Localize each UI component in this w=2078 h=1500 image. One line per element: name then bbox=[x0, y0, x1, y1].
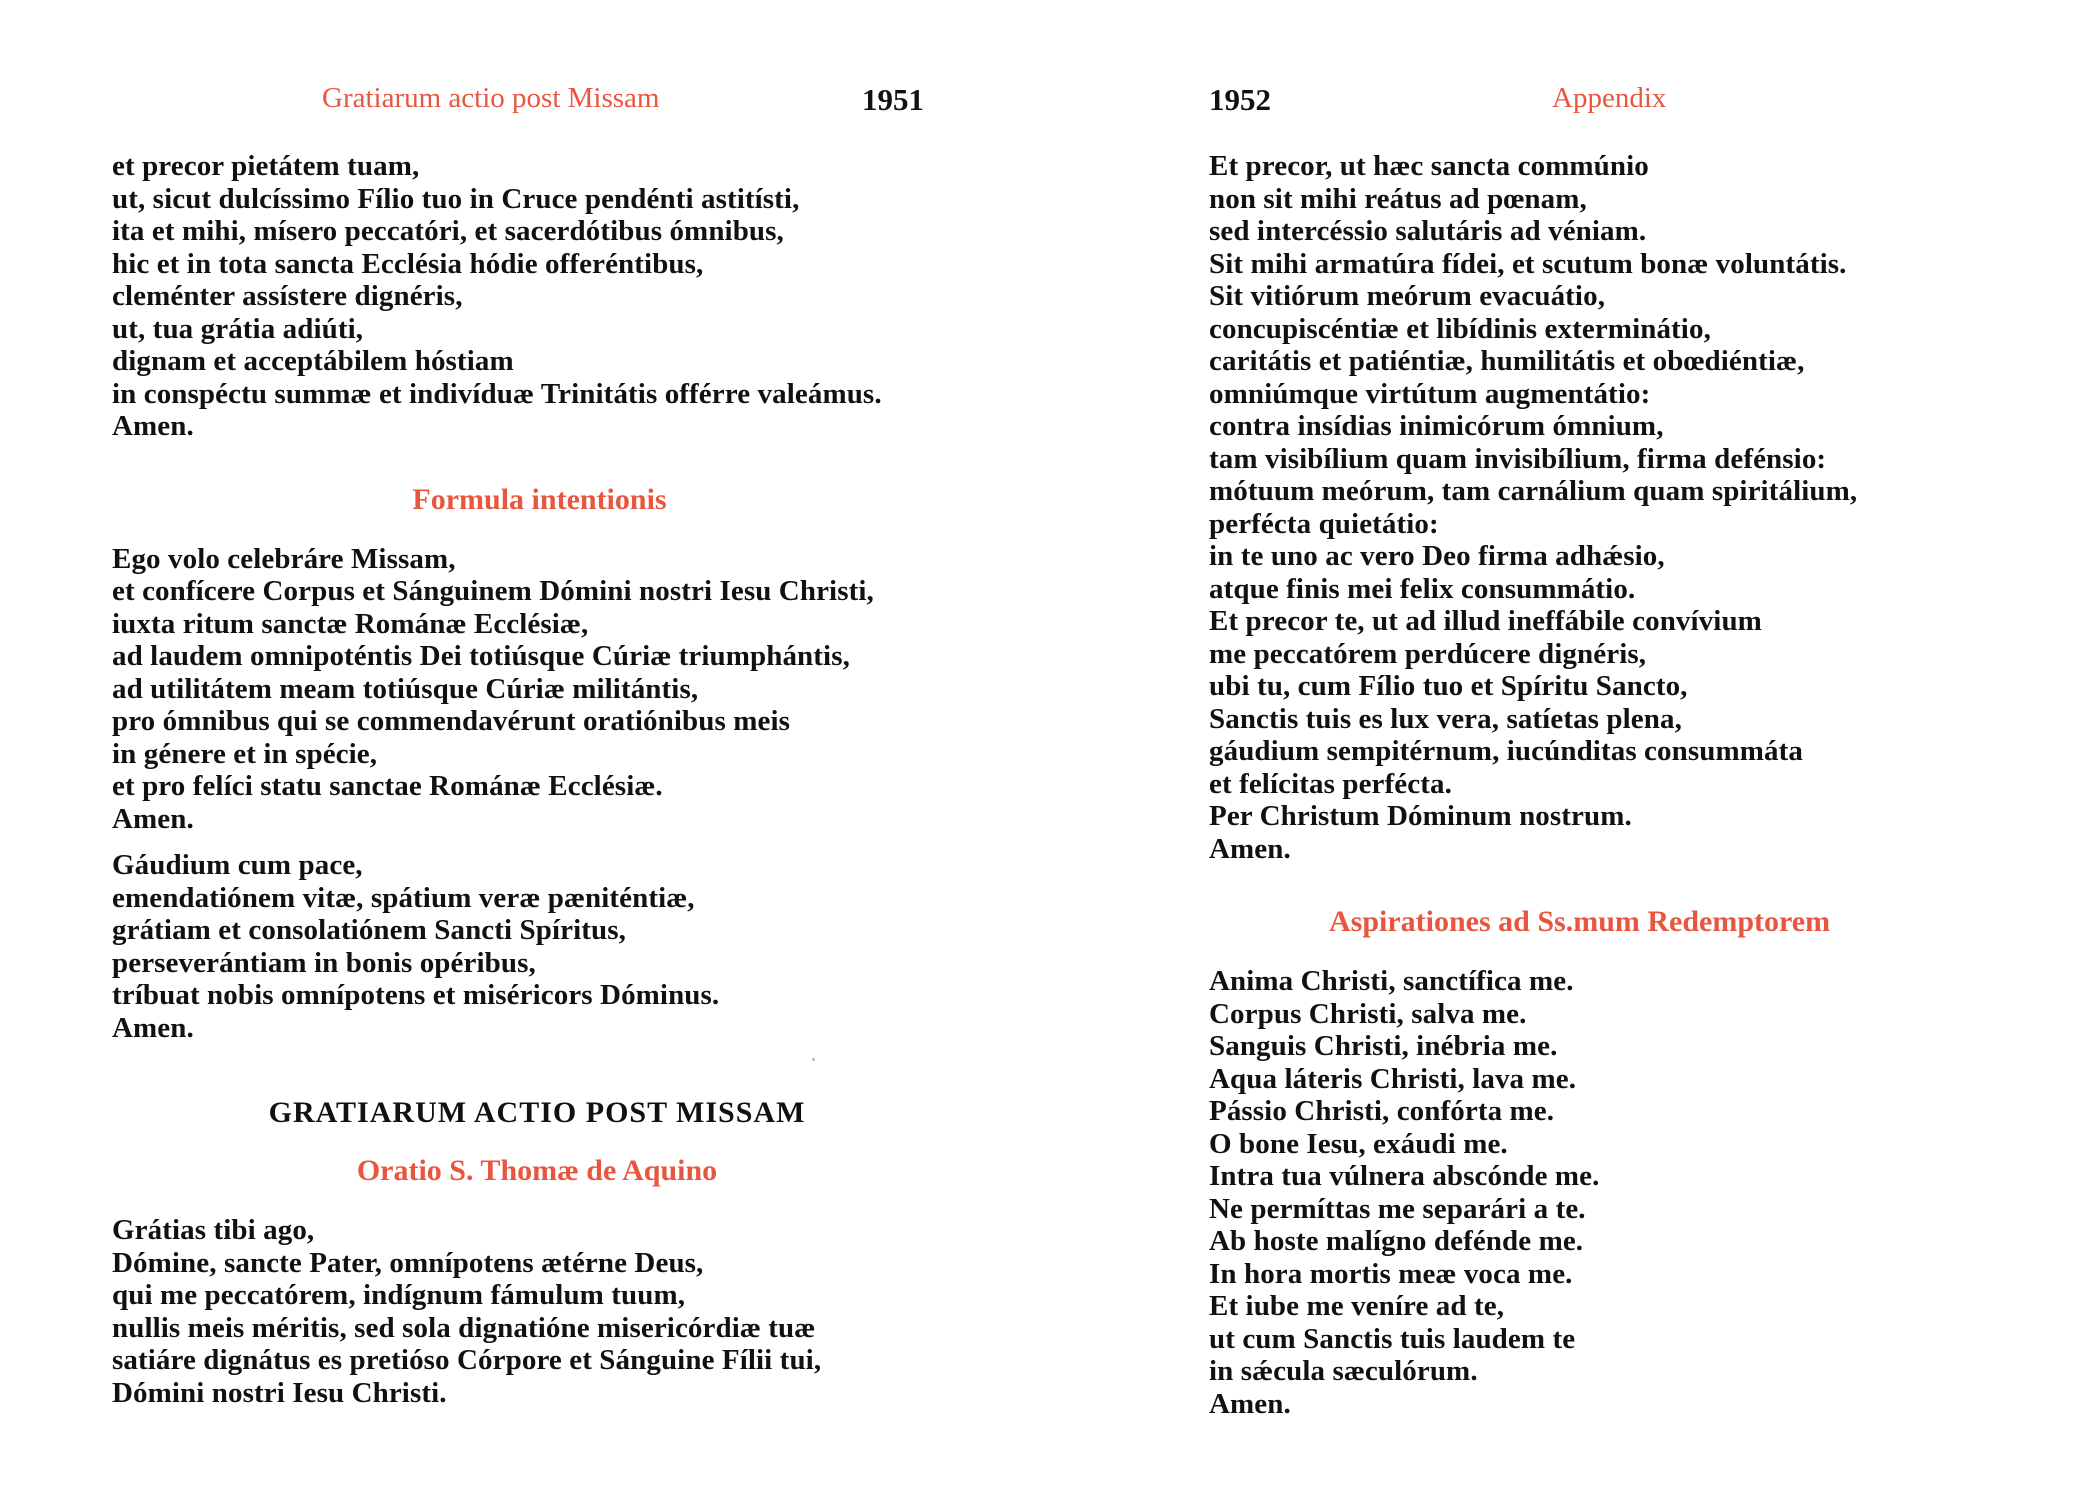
text-line: Anima Christi, sanctífica me. bbox=[1209, 965, 1574, 997]
running-title: Gratiarum actio post Missam bbox=[322, 82, 660, 114]
aspirationes-block bbox=[1209, 965, 2029, 1420]
text-line: Sit vitiórum meórum evacuátio, bbox=[1209, 280, 1606, 312]
text-line: et confícere Corpus et Sánguinem Dómini nostri Iesu Christi, bbox=[112, 575, 874, 607]
text-line: tam visibílium quam invisibílium, firma defénsio: bbox=[1209, 442, 1827, 475]
text-line: ut cum Sanctis tuis laudem te bbox=[1209, 1322, 1576, 1355]
continuation-block bbox=[112, 150, 962, 443]
text-line: ita et mihi, mísero peccatóri, et sacerdótibus ómnibus, bbox=[112, 215, 784, 247]
oratio-block bbox=[112, 1214, 962, 1409]
print-speck bbox=[812, 1058, 815, 1061]
text-line: Et iube me veníre ad te, bbox=[1209, 1290, 1505, 1322]
continuation-block bbox=[1209, 150, 2029, 865]
text-line: gáudium sempitérnum, iucúnditas consummáta bbox=[1209, 735, 1803, 767]
text-line: me peccatórem perdúcere dignéris, bbox=[1209, 637, 1647, 670]
left-page-body bbox=[112, 150, 962, 1409]
text-line: sed intercéssio salutáris ad véniam. bbox=[1209, 215, 1647, 247]
text-line: atque finis mei felix consummátio. bbox=[1209, 572, 1636, 605]
text-line: in sǽcula sæculórum. bbox=[1209, 1355, 1478, 1387]
text-line: ad utilitátem meam totiúsque Cúriæ militántis, bbox=[112, 672, 699, 705]
right-running-head bbox=[1039, 82, 2078, 122]
text-line: caritátis et patiéntiæ, humilitátis et obœdiéntiæ, bbox=[1209, 345, 1805, 377]
text-line: Ego volo celebráre Missam, bbox=[112, 542, 456, 575]
formula-block bbox=[112, 543, 962, 836]
text-line: Corpus Christi, salva me. bbox=[1209, 997, 1527, 1030]
left-running-head bbox=[0, 82, 1039, 122]
text-line: ad laudem omnipoténtis Dei totiúsque Cúriæ triumphántis, bbox=[112, 640, 850, 672]
text-line: ut, sicut dulcíssimo Fílio tuo in Cruce pendénti astitísti, bbox=[112, 182, 800, 215]
text-line: et felícitas perfécta. bbox=[1209, 767, 1452, 800]
text-line: Grátias tibi ago, bbox=[112, 1214, 315, 1246]
text-line: In hora mortis meæ voca me. bbox=[1209, 1257, 1573, 1290]
aspirationes-heading: Aspirationes ad Ss.mum Redemptorem bbox=[1329, 905, 1831, 938]
text-line: nullis meis méritis, sed sola dignatióne misericórdiæ tuæ bbox=[112, 1311, 816, 1344]
right-page-body bbox=[1209, 150, 2029, 1420]
gaudium-block bbox=[112, 849, 962, 1044]
text-line: et precor pietátem tuam, bbox=[112, 150, 420, 182]
text-line: emendatiónem vitæ, spátium veræ pæniténtiæ, bbox=[112, 881, 695, 914]
text-line: Sit mihi armatúra fídei, et scutum bonæ voluntátis. bbox=[1209, 247, 1847, 280]
text-line: contra insídias inimicórum ómnium, bbox=[1209, 410, 1664, 442]
running-title: Appendix bbox=[1552, 82, 1667, 114]
text-line: Amen. bbox=[112, 410, 194, 442]
text-line: ut, tua grátia adiúti, bbox=[112, 312, 364, 345]
text-line: tríbuat nobis omnípotens et miséricors Dóminus. bbox=[112, 979, 720, 1011]
text-line: Amen. bbox=[112, 1011, 194, 1044]
text-line: mótuum meórum, tam carnálium quam spiritálium, bbox=[1209, 475, 1858, 507]
text-line: Intra tua vúlnera abscónde me. bbox=[1209, 1160, 1600, 1192]
section-heading: GRATIARUM ACTIO POST MISSAM bbox=[268, 1096, 806, 1129]
text-line: Et precor, ut hæc sancta commúnio bbox=[1209, 150, 1649, 182]
text-line: cleménter assístere dignéris, bbox=[112, 280, 463, 312]
text-line: Gáudium cum pace, bbox=[112, 849, 363, 881]
page-number: 1951 bbox=[862, 82, 924, 117]
page-number: 1952 bbox=[1209, 82, 1271, 117]
text-line: Per Christum Dóminum nostrum. bbox=[1209, 800, 1632, 832]
right-page bbox=[1039, 0, 2078, 1500]
text-line: Sanguis Christi, inébria me. bbox=[1209, 1030, 1558, 1062]
text-line: grátiam et consolatiónem Sancti Spíritus, bbox=[112, 914, 626, 946]
text-line: Ne permíttas me separári a te. bbox=[1209, 1192, 1586, 1225]
text-line: Amen. bbox=[1209, 832, 1291, 865]
text-line: dignam et acceptábilem hóstiam bbox=[112, 345, 514, 377]
text-line: qui me peccatórem, indígnum fámulum tuum, bbox=[112, 1279, 686, 1311]
text-line: Sanctis tuis es lux vera, satíetas plena, bbox=[1209, 702, 1682, 735]
text-line: Amen. bbox=[1209, 1387, 1291, 1420]
text-line: Aqua láteris Christi, lava me. bbox=[1209, 1062, 1577, 1095]
text-line: Dómini nostri Iesu Christi. bbox=[112, 1376, 447, 1409]
text-line: satiáre dignátus es pretióso Córpore et Sánguine Fílii tui, bbox=[112, 1344, 822, 1376]
text-line: iuxta ritum sanctæ Románæ Ecclésiæ, bbox=[112, 607, 589, 640]
text-line: O bone Iesu, exáudi me. bbox=[1209, 1127, 1508, 1160]
text-line: perfécta quietátio: bbox=[1209, 507, 1439, 540]
text-line: concupiscéntiæ et libídinis exterminátio, bbox=[1209, 312, 1711, 345]
text-line: in génere et in spécie, bbox=[112, 737, 378, 770]
text-line: et pro felíci statu sanctae Románæ Ecclésiæ. bbox=[112, 770, 663, 802]
text-line: Amen. bbox=[112, 802, 194, 835]
text-line: Et precor te, ut ad illud ineffábile convívium bbox=[1209, 605, 1762, 637]
text-line: in conspéctu summæ et indivíduæ Trinitátis offérre valeámus. bbox=[112, 377, 882, 410]
text-line: Dómine, sancte Pater, omnípotens ætérne Deus, bbox=[112, 1246, 704, 1279]
text-line: Pássio Christi, confórta me. bbox=[1209, 1095, 1555, 1127]
text-line: Ab hoste malígno defénde me. bbox=[1209, 1225, 1584, 1257]
text-line: pro ómnibus qui se commendavérunt oratiónibus meis bbox=[112, 705, 790, 737]
text-line: hic et in tota sancta Ecclésia hódie offeréntibus, bbox=[112, 247, 704, 280]
text-line: omniúmque virtútum augmentátio: bbox=[1209, 377, 1651, 410]
text-line: non sit mihi reátus ad pœnam, bbox=[1209, 182, 1587, 215]
formula-heading: Formula intentionis bbox=[412, 482, 667, 516]
text-line: in te uno ac vero Deo firma adhǽsio, bbox=[1209, 540, 1665, 572]
text-line: perseverántiam in bonis opéribus, bbox=[112, 946, 536, 979]
text-line: ubi tu, cum Fílio tuo et Spíritu Sancto, bbox=[1209, 670, 1688, 702]
oratio-heading: Oratio S. Thomæ de Aquino bbox=[356, 1154, 718, 1187]
